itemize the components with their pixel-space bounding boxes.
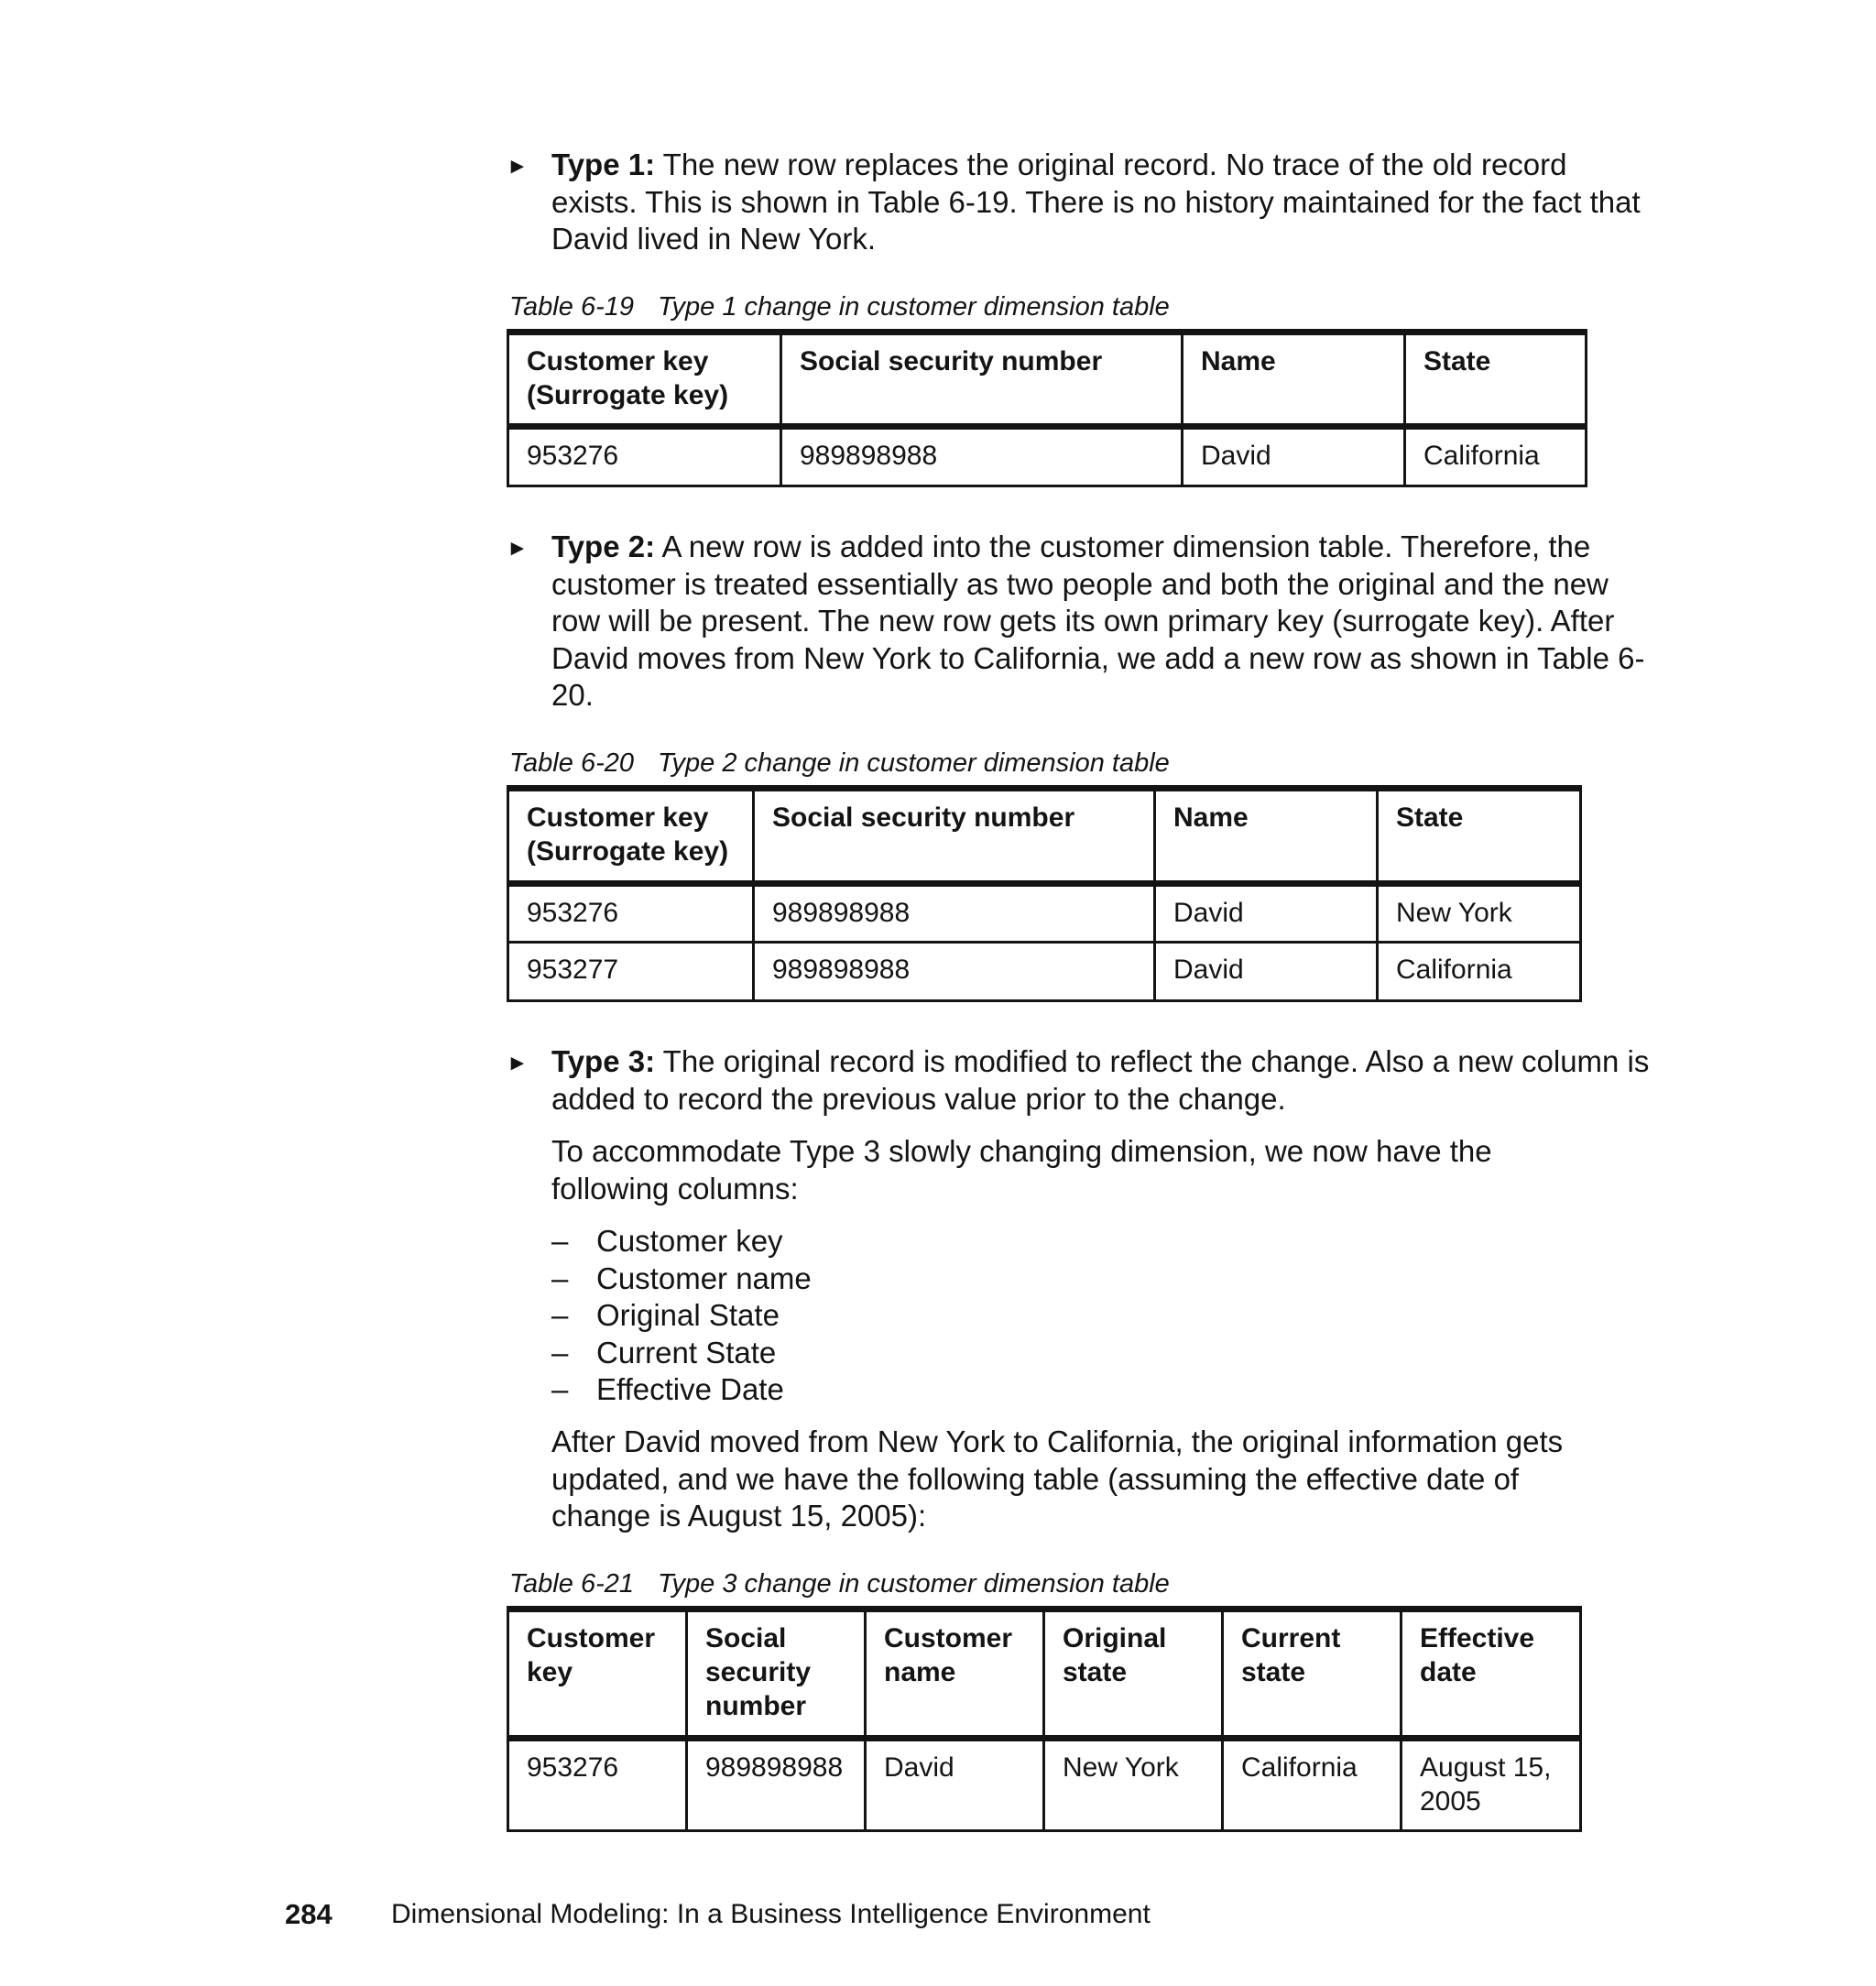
- table-6-19-caption-title: Type 1 change in customer dimension table: [657, 292, 1170, 322]
- table-cell: David: [1183, 427, 1405, 486]
- bullet-type-1-text: [551, 147, 1651, 258]
- table-6-20-header-name: Name: [1155, 789, 1378, 884]
- table-cell: 953277: [508, 943, 754, 1001]
- bullet-type-3-label: Type 3:: [551, 1044, 656, 1078]
- table-6-20-caption: [509, 747, 1170, 780]
- table-6-21-header-current-state: Current state: [1223, 1610, 1402, 1739]
- table-6-21-header-effective-date: Effective date: [1402, 1610, 1581, 1739]
- table-6-20-header-state: State: [1378, 789, 1581, 884]
- dash-bullet: –: [551, 1260, 569, 1295]
- table-cell: David: [1155, 884, 1378, 943]
- table-row: [508, 884, 1581, 943]
- table-row: [508, 1739, 1581, 1831]
- bullet-type-2-body: A new row is added into the customer dimension table. Therefore, the customer is treated essentially as two people and both the original and the new row will be present. The new row gets its own primary key (surrogate key). After David moves from New York to California, we add a new row as shown in Table 6-20.: [551, 529, 1645, 712]
- type-3-intro-paragraph: To accommodate Type 3 slowly changing dimension, we now have the following columns:: [551, 1134, 1492, 1206]
- table-cell: New York: [1378, 884, 1581, 943]
- table-6-19-caption: [509, 290, 1170, 323]
- list-item: – Customer name: [551, 1260, 1284, 1298]
- table-6-19: [507, 329, 1587, 487]
- table-cell: August 15, 2005: [1402, 1739, 1581, 1831]
- table-6-21: [507, 1606, 1582, 1832]
- table-6-21-caption: [509, 1567, 1170, 1600]
- bullet-type-1-label: Type 1:: [551, 147, 656, 181]
- table-cell: 989898988: [754, 943, 1155, 1001]
- dash-bullet: –: [551, 1224, 569, 1258]
- table-6-19-header-state: State: [1405, 333, 1587, 427]
- bullet-type-3-body: The original record is modified to reflect the change. Also a new column is added to record the previous value prior to the change.: [551, 1044, 1650, 1116]
- table-cell: 953276: [508, 1739, 687, 1831]
- table-6-21-caption-number: Table 6-21: [509, 1569, 634, 1599]
- table-cell: 989898988: [687, 1739, 866, 1831]
- bullet-arrow-icon: ►: [507, 536, 529, 561]
- list-item: – Customer key: [551, 1223, 1284, 1260]
- bullet-arrow-icon: ►: [507, 154, 529, 179]
- table-6-19-caption-number: Table 6-19: [509, 292, 634, 322]
- table-cell: 953276: [508, 427, 781, 486]
- list-item: – Original State: [551, 1297, 1284, 1335]
- table-6-21-header-customer-name: Customer name: [866, 1610, 1044, 1739]
- bullet-type-3-text: [551, 1043, 1651, 1118]
- table-cell: 989898988: [781, 427, 1183, 486]
- table-6-19-header-name: Name: [1183, 333, 1405, 427]
- page-number: 284: [285, 1898, 333, 1930]
- table-cell: David: [1155, 943, 1378, 1001]
- table-cell: New York: [1044, 1739, 1223, 1831]
- table-6-20: [507, 785, 1582, 1002]
- table-6-21-header-original-state: Original state: [1044, 1610, 1223, 1739]
- dash-bullet: –: [551, 1298, 569, 1332]
- list-item: – Effective Date: [551, 1371, 1284, 1409]
- table-cell: California: [1405, 427, 1587, 486]
- table-6-19-header-customer-key: Customer key (Surrogate key): [508, 333, 781, 427]
- table-6-21-header-customer-key: Customer key: [508, 1610, 687, 1739]
- table-cell: 989898988: [754, 884, 1155, 943]
- type-3-after-paragraph: After David moved from New York to California, the original information gets updated, and we have the following table (assuming the effective date of change is August 15, 2005):: [551, 1424, 1564, 1533]
- table-cell: California: [1378, 943, 1581, 1001]
- table-row: [508, 427, 1587, 486]
- table-6-20-header-customer-key: Customer key (Surrogate key): [508, 789, 754, 884]
- bullet-type-2-label: Type 2:: [551, 529, 656, 563]
- table-row: [508, 943, 1581, 1001]
- book-title: Dimensional Modeling: In a Business Intelligence Environment: [391, 1899, 1151, 1929]
- table-6-20-header-ssn: Social security number: [754, 789, 1155, 884]
- bullet-arrow-icon: ►: [507, 1051, 529, 1075]
- dash-bullet: –: [551, 1372, 569, 1406]
- type-3-column-list: [551, 1223, 1284, 1409]
- table-6-20-caption-title: Type 2 change in customer dimension table: [657, 748, 1170, 778]
- table-6-19-header-ssn: Social security number: [781, 333, 1183, 427]
- table-6-20-caption-number: Table 6-20: [509, 748, 634, 778]
- table-6-21-caption-title: Type 3 change in customer dimension table: [657, 1569, 1170, 1599]
- bullet-type-2-text: [551, 529, 1651, 715]
- table-6-21-header-ssn: Social security number: [687, 1610, 866, 1739]
- table-cell: David: [866, 1739, 1044, 1831]
- table-cell: California: [1223, 1739, 1402, 1831]
- list-item: – Current State: [551, 1335, 1284, 1372]
- dash-bullet: –: [551, 1335, 569, 1369]
- bullet-type-1-body: The new row replaces the original record. No trace of the old record exists. This is shown in Table 6-19. There is no history maintained for the fact that David lived in New York.: [551, 147, 1641, 256]
- table-cell: 953276: [508, 884, 754, 943]
